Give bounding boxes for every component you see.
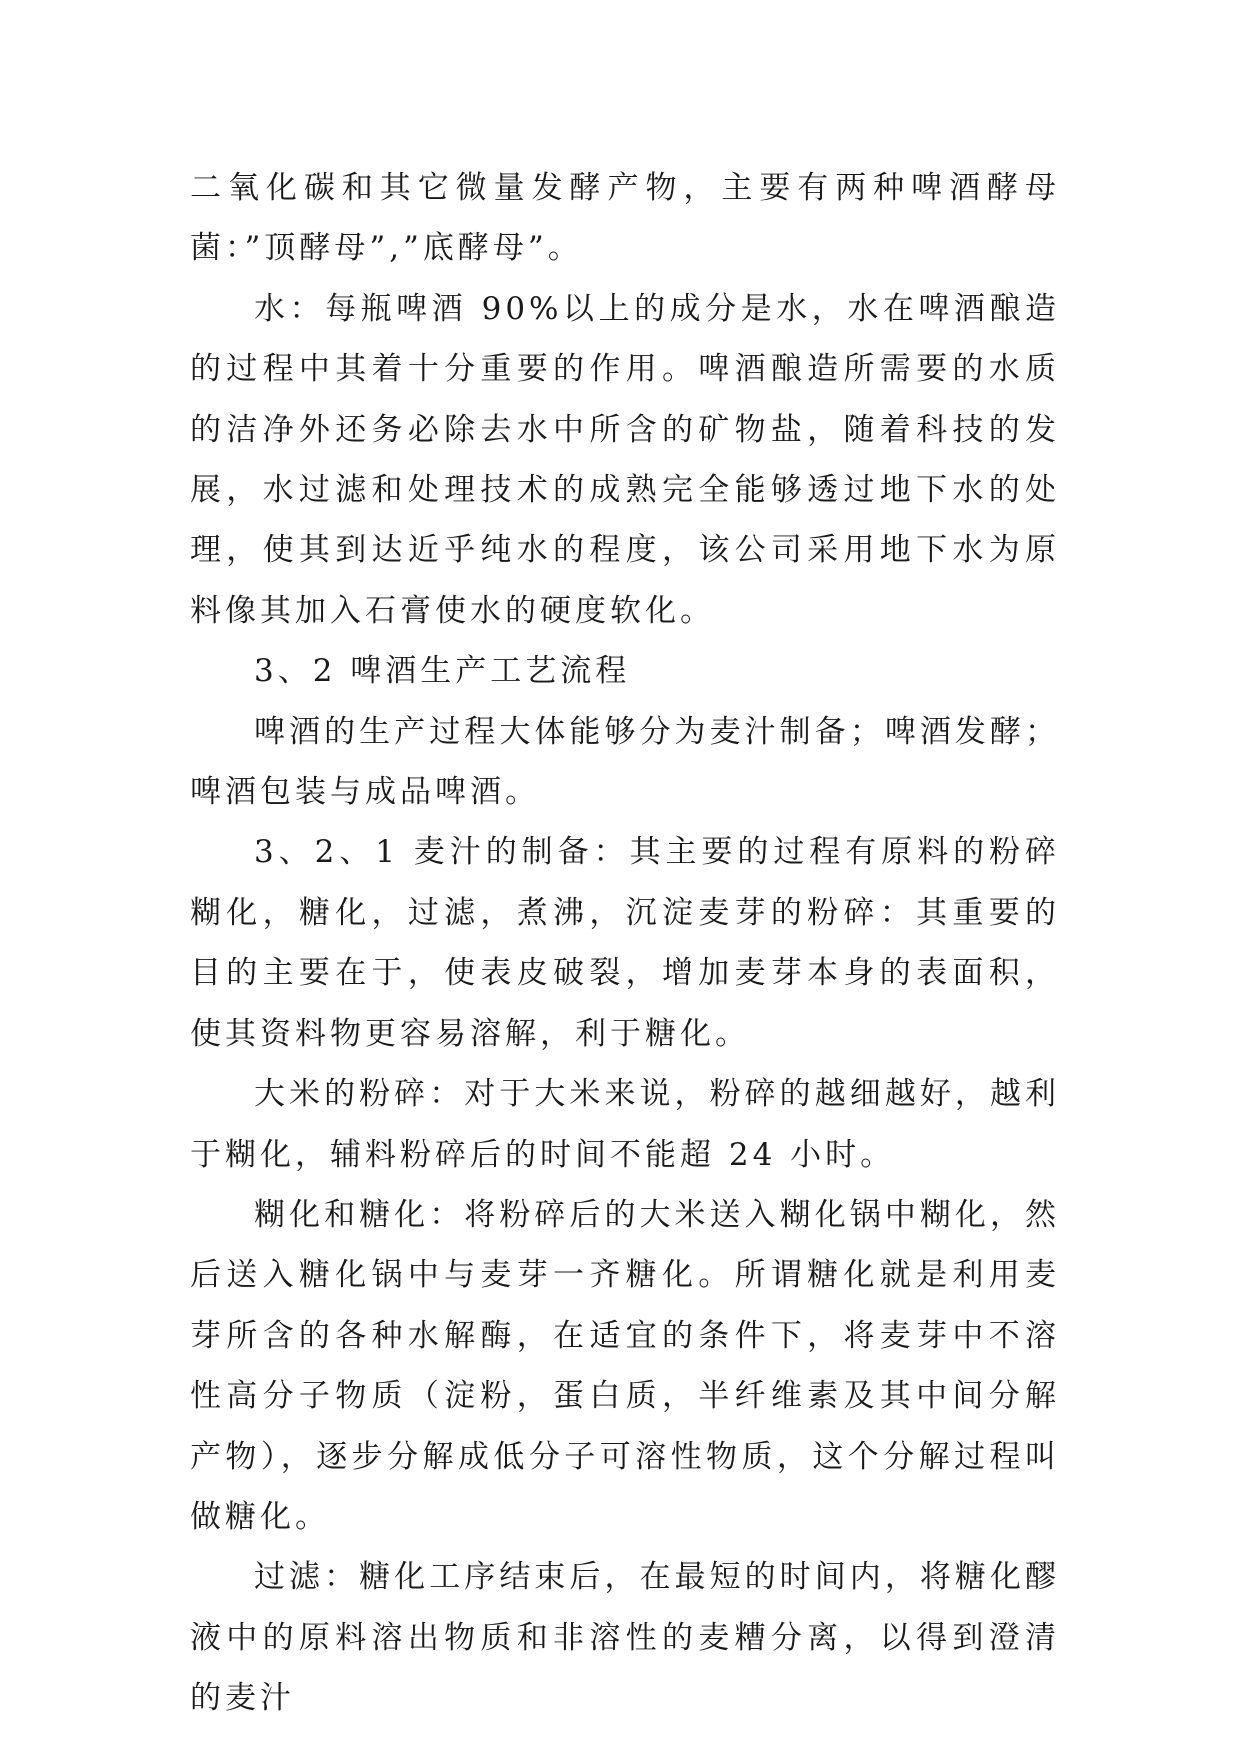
body-text	[190, 158, 1060, 1729]
paragraph-water: 水：每瓶啤酒 90%以上的成分是水，水在啤酒酿造的过程中其着十分重要的作用。啤酒酿造所需要的水质的洁净外还务必除去水中所含的矿物盐，随着科技的发展，水过滤和处理技术的成熟完全能够透过地下水的处理，使其到达近乎纯水的程度，该公司采用地下水为原料像其加入石膏使水的硬度软化。	[190, 290, 1060, 629]
paragraph-process-overview: 啤酒的生产过程大体能够分为麦汁制备；啤酒发酵；啤酒包装与成品啤酒。	[190, 713, 1060, 811]
paragraph-wort-preparation: 3、2、1 麦汁的制备：其主要的过程有原料的粉碎糊化，糖化，过滤，煮沸，沉淀麦芽的粉碎：其重要的目的主要在于，使表皮破裂，增加麦芽本身的表面积，使其资料物更容易溶解，利于糖化。	[190, 834, 1060, 1052]
paragraph-filtration: 过滤：糖化工序结束后，在最短的时间内，将糖化醪液中的原料溶出物质和非溶性的麦糟分离，以得到澄清的麦汁	[190, 1559, 1060, 1717]
paragraph-continuation: 二氧化碳和其它微量发酵产物，主要有两种啤酒酵母菌：”顶酵母”,”底酵母”。	[190, 170, 1060, 267]
paragraph-saccharification: 糊化和糖化：将粉碎后的大米送入糊化锅中糊化，然后送入糖化锅中与麦芽一齐糖化。所谓糖化就是利用麦芽所含的各种水解酶，在适宜的条件下，将麦芽中不溶性高分子物质（淀粉，蛋白质，半纤维素及其中间分解产物），逐步分解成低分子可溶性物质，这个分解过程叫做糖化。	[190, 1196, 1060, 1535]
paragraph-rice-milling: 大米的粉碎：对于大米来说，粉碎的越细越好，越利于糊化，辅料粉碎后的时间不能超 24 小时。	[190, 1076, 1060, 1173]
section-heading-3-2: 3、2 啤酒生产工艺流程	[254, 653, 631, 690]
